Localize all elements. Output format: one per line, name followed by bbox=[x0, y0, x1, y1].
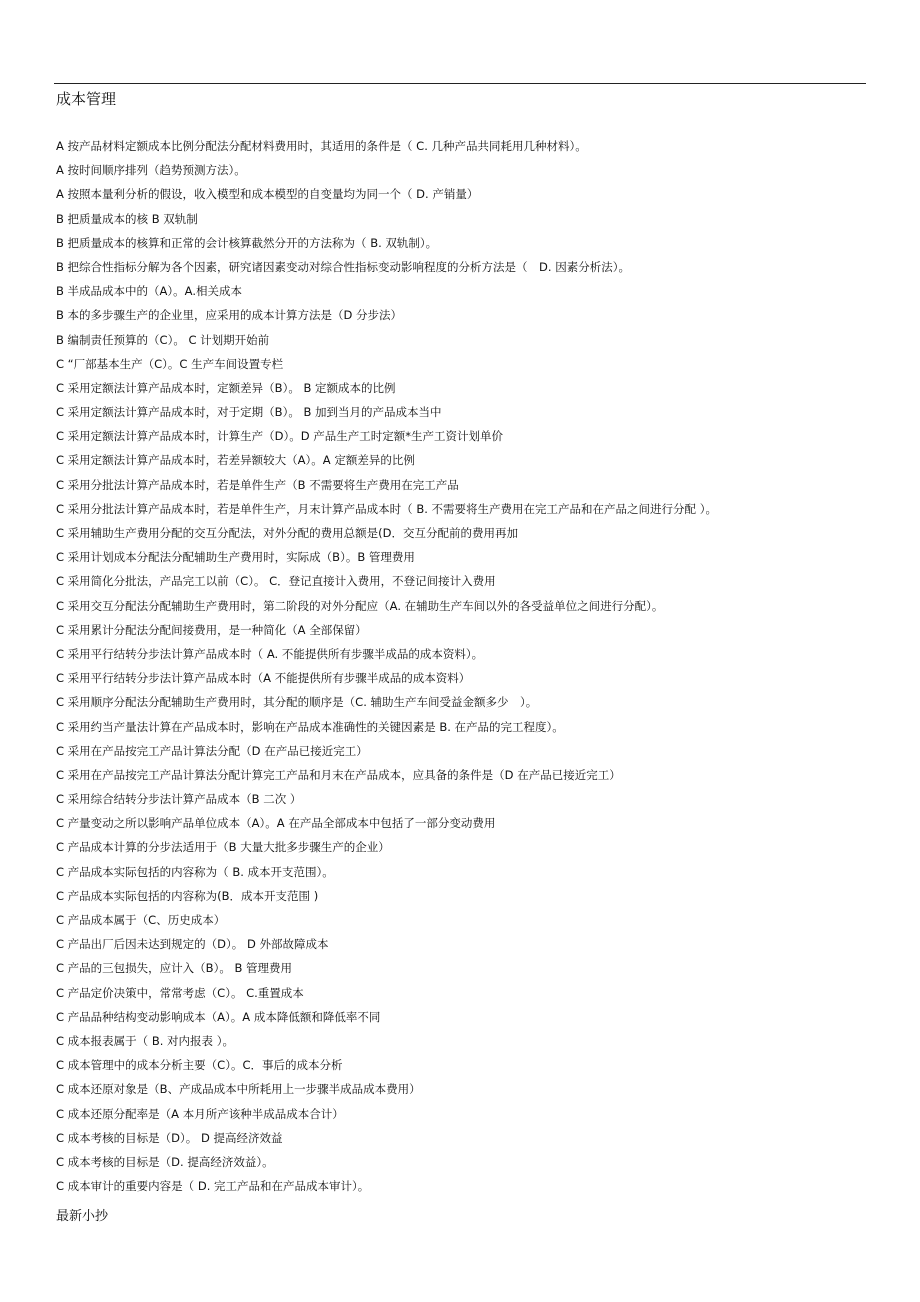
list-item: C 成本报表属于（ B. 对内报表 ）。 bbox=[56, 1033, 234, 1048]
list-item: C 采用定额法计算产品成本时，定额差异（B）。 B 定额成本的比例 bbox=[56, 380, 396, 395]
list-item: C 产品成本实际包括的内容称为(B．成本开支范围 ) bbox=[56, 888, 319, 903]
list-item: C 采用在产品按完工产品计算法分配计算完工产品和月末在产品成本，应具备的条件是（D 在产品已接近完工） bbox=[56, 767, 621, 782]
list-item: C 产量变动之所以影响产品单位成本（A）。A 在产品全部成本中包括了一部分变动费用 bbox=[56, 816, 496, 831]
list-item: C 成本考核的目标是（D）。 D 提高经济效益 bbox=[56, 1130, 283, 1145]
list-item: C 采用简化分批法，产品完工以前（C）。 C．登记直接计入费用，不登记间接计入费用 bbox=[56, 574, 496, 589]
list-item: C 采用定额法计算产品成本时，若差异额较大（A）。A 定额差异的比例 bbox=[56, 453, 415, 468]
list-item: B 半成品成本中的（A）。A.相关成本 bbox=[56, 284, 242, 299]
list-item: C 采用在产品按完工产品计算法分配（D 在产品已接近完工） bbox=[56, 743, 368, 758]
list-item: C 成本还原对象是（B、产成品成本中所耗用上一步骤半成品成本费用） bbox=[56, 1082, 421, 1097]
header-rule bbox=[54, 83, 866, 84]
list-item: A 按照本量利分析的假设，收入模型和成本模型的自变量均为同一个（ D. 产销量） bbox=[56, 187, 479, 202]
list-item: C 采用分批法计算产品成本时，若是单件生产，月末计算产品成本时（ B. 不需要将生产费用在完工产品和在产品之间进行分配 ）。 bbox=[56, 501, 717, 516]
list-item: C 采用辅助生产费用分配的交互分配法，对外分配的费用总额是(D．交互分配前的费用再加 bbox=[56, 526, 519, 540]
list-item: C 成本还原分配率是（A 本月所产该种半成品成本合计） bbox=[56, 1106, 344, 1121]
list-item: B 把质量成本的核 B 双轨制 bbox=[56, 211, 198, 226]
list-item: C 采用综合结转分步法计算产品成本（B 二次 ） bbox=[56, 792, 302, 807]
list-item: C 采用顺序分配法分配辅助生产费用时，其分配的顺序是（C. 辅助生产车间受益金额多少 ）。 bbox=[56, 695, 538, 710]
list-item: C 采用平行结转分步法计算产品成本时（A 不能提供所有步骤半成品的成本资料） bbox=[56, 671, 471, 686]
list-item: C 采用累计分配法分配间接费用，是一种简化（A 全部保留） bbox=[56, 622, 367, 637]
list-item: C 采用定额法计算产品成本时，对于定期（B）。 B 加到当月的产品成本当中 bbox=[56, 405, 442, 420]
page-title: 成本管理 bbox=[56, 90, 117, 108]
list-item: C 产品出厂后因未达到规定的（D）。 D 外部故障成本 bbox=[56, 937, 329, 952]
list-item: C 成本审计的重要内容是（ D. 完工产品和在产品成本审计）。 bbox=[56, 1179, 370, 1194]
list-item: C 产品定价决策中，常常考虑（C）。 C.重置成本 bbox=[56, 985, 304, 1000]
list-item: C 产品的三包损失，应计入（B）。 B 管理费用 bbox=[56, 961, 293, 976]
list-item: C 采用平行结转分步法计算产品成本时（ A. 不能提供所有步骤半成品的成本资料）。 bbox=[56, 646, 484, 661]
list-item: A 按时间顺序排列（趋势预测方法）。 bbox=[56, 163, 246, 178]
list-item: C 产品品种结构变动影响成本（A）。A 成本降低额和降低率不同 bbox=[56, 1009, 381, 1024]
list-item: C 采用定额法计算产品成本时，计算生产（D）。D 产品生产工时定额*生产工资计划单价 bbox=[56, 429, 504, 444]
list-item: C 成本考核的目标是（D. 提高经济效益）。 bbox=[56, 1154, 274, 1169]
list-item: B 编制责任预算的（C）。 C 计划期开始前 bbox=[56, 332, 270, 347]
footer-note: 最新小抄 bbox=[56, 1209, 109, 1224]
list-item: A 按产品材料定额成本比例分配法分配材料费用时，其适用的条件是（ C. 几种产品共同耗用几种材料）。 bbox=[56, 139, 587, 153]
list-item: C 产品成本实际包括的内容称为（ B. 成本开支范围）。 bbox=[56, 864, 334, 879]
list-item: B 把综合性指标分解为各个因素，研究诸因素变动对综合性指标变动影响程度的分析方法是（ D. 因素分析法）。 bbox=[56, 259, 630, 274]
entry-list bbox=[56, 134, 876, 1198]
list-item: C 采用计划成本分配法分配辅助生产费用时，实际成（B）。B 管理费用 bbox=[56, 550, 415, 565]
list-item: C 采用交互分配法分配辅助生产费用时，第二阶段的对外分配应（A. 在辅助生产车间以外的各受益单位之间进行分配）。 bbox=[56, 598, 664, 613]
list-item: C 成本管理中的成本分析主要（C）。C．事后的成本分析 bbox=[56, 1058, 343, 1073]
list-item: B 本的多步骤生产的企业里，应采用的成本计算方法是（D 分步法） bbox=[56, 308, 403, 323]
list-item: C 采用分批法计算产品成本时，若是单件生产（B 不需要将生产费用在完工产品 bbox=[56, 477, 459, 492]
list-item: C 产品成本计算的分步法适用于（B 大量大批多步骤生产的企业） bbox=[56, 840, 390, 855]
list-item: B 把质量成本的核算和正常的会计核算截然分开的方法称为（ B. 双轨制）。 bbox=[56, 235, 438, 250]
list-item: C 产品成本属于（C、历史成本） bbox=[56, 913, 226, 927]
list-item: C 采用约当产量法计算在产品成本时，影响在产品成本准确性的关键因素是 B. 在产品的完工程度）。 bbox=[56, 719, 564, 734]
list-item: C “厂部基本生产（C）。C 生产车间设置专栏 bbox=[56, 356, 284, 371]
